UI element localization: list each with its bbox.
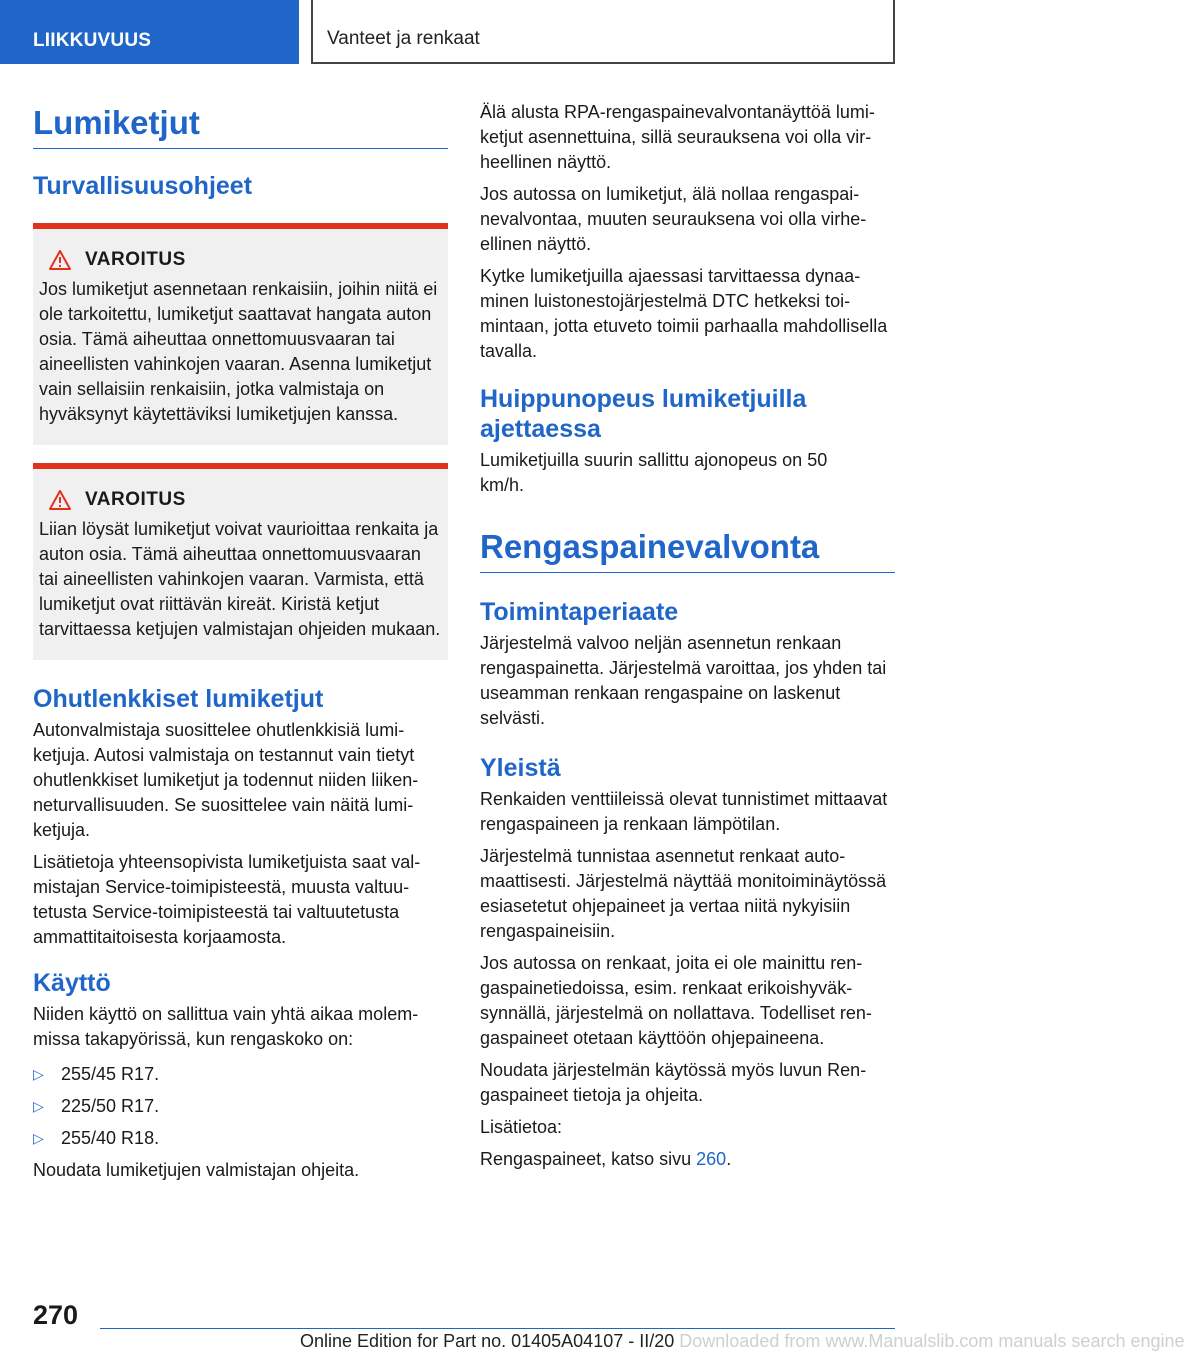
general-paragraph-2: Järjestelmä tunnistaa asennetut renkaat automaattisesti. Järjestelmä näyttää monitoiminäytössä esiasetetut ohjepaineet ja vertaa niitä nykyisiin rengaspaineisiin.: [480, 846, 887, 941]
list-item: ▷ 255/40 R18.: [33, 1126, 448, 1151]
page-reference-link[interactable]: 260: [696, 1149, 727, 1169]
max-speed-heading: Huippunopeus lumiketjuilla ajettaessa: [480, 385, 807, 443]
watermark-text: Downloaded from www.Manualslib.com manuals search engine: [679, 1331, 1185, 1351]
general-paragraph-1: Renkaiden venttiileissä olevat tunnistimet mittaavat rengaspaineen ja renkaan lämpötilan.: [480, 789, 888, 834]
warning-box-2: [33, 463, 448, 660]
list-item: ▷ 255/45 R17.: [33, 1062, 448, 1087]
general-paragraph-4: Noudata järjestelmän käytössä myös luvun Rengaspaineet tietoja ja ohjeita.: [480, 1060, 867, 1105]
use-heading: Käyttö: [33, 969, 111, 997]
warning-label: VAROITUS: [85, 489, 186, 510]
dtc-paragraph: Kytke lumiketjuilla ajaessasi tarvittaessa dynaaminen luistonestojärjestelmä DTC hetkeksi toimintaan, jotta etuveto toimii parhaalla mahdollisella tavalla.: [480, 266, 888, 361]
page-title-tire-pressure: Rengaspainevalvonta: [480, 528, 895, 573]
warning-label: VAROITUS: [85, 249, 186, 270]
triangle-bullet-icon: ▷: [33, 1130, 44, 1146]
max-speed-paragraph: Lumiketjuilla suurin sallittu ajonopeus on 50 km/h.: [480, 450, 828, 495]
left-column: [33, 100, 448, 1190]
reference-line: Rengaspaineet, katso sivu 260.: [480, 1149, 732, 1169]
footer: [300, 1331, 1185, 1352]
reset-paragraph: Jos autossa on lumiketjut, älä nollaa rengaspainevalvontaa, muuten seurauksena voi olla virheellinen näyttö.: [480, 184, 867, 254]
use-note: Noudata lumiketjujen valmistajan ohjeita.: [33, 1160, 360, 1180]
triangle-bullet-icon: ▷: [33, 1066, 44, 1082]
page-number: 270: [33, 1300, 79, 1330]
warning-text: Jos lumiketjut asennetaan renkaisiin, joihin niitä ei ole tarkoitettu, lumiketjut saattavat hangata auton osia. Tämä aiheuttaa onnettomuusvaaran tai aineellisten vahinkojen vaaran. Asenna lumiketjut vain sellaisiin renkaisiin, jotka valmistaja on hyväksynyt käytettäviksi lumiketjujen kanssa.: [39, 279, 438, 424]
rpa-paragraph: Älä alusta RPA-rengaspainevalvontanäyttöä lumiketjut asennettuina, sillä seurauksena voi olla virheellinen näyttö.: [480, 102, 875, 172]
warning-box-1: [33, 223, 448, 445]
right-column: [480, 100, 895, 1179]
principle-heading: Toimintaperiaate: [480, 598, 679, 626]
safety-heading: Turvallisuusohjeet: [33, 172, 253, 200]
general-paragraph-3: Jos autossa on renkaat, joita ei ole mainittu rengaspainetiedoissa, esim. renkaat erikoishyväksynnällä, järjestelmä on nollattava. Todelliset rengaspaineet otetaan käyttöön ohjepaineena.: [480, 953, 872, 1048]
thin-chains-paragraph-1: Autonvalmistaja suosittelee ohutlenkkisiä lumiketjuja. Autosi valmistaja on testannut vain tietyt ohutlenkkiset lumiketjut ja todennut niiden liikenneturvallisuuden. Se suosittelee vain näitä lumiketjuja.: [33, 720, 419, 840]
page-title-snow-chains: Lumiketjut: [33, 100, 448, 149]
triangle-bullet-icon: ▷: [33, 1098, 44, 1114]
warning-text: Liian löysät lumiketjut voivat vaurioittaa renkaita ja auton osia. Tämä aiheuttaa onnettomuusvaaran tai aineellisten vahinkojen vaaran. Varmista, että lumiketjut ovat riittävän kireät. Kiristä ketjut tarvittaessa ketjujen valmistajan ohjeiden mukaan.: [39, 519, 441, 639]
thin-chains-paragraph-2: Lisätietoja yhteensopivista lumiketjuista saat valmistajan Service-toimipisteestä, muusta valtuutetusta Service-toimipisteestä tai valtuutetusta ammattitaitoisesta korjaamosta.: [33, 852, 421, 947]
edition-text: Online Edition for Part no. 01405A04107 - II/20: [300, 1331, 675, 1351]
more-info-label: Lisätietoa:: [480, 1117, 563, 1137]
warning-triangle-icon: [49, 250, 71, 270]
warning-triangle-icon: [49, 490, 71, 510]
principle-paragraph: Järjestelmä valvoo neljän asennetun renkaan rengaspainetta. Järjestelmä varoittaa, jos yhden tai useamman renkaan rengaspaine on laskenut selvästi.: [480, 633, 887, 728]
thin-chains-heading: Ohutlenkkiset lumiketjut: [33, 685, 324, 713]
tire-size-list: [33, 1062, 448, 1151]
chapter-tab: Vanteet ja renkaat: [311, 0, 895, 64]
footer-divider: [100, 1328, 895, 1329]
list-item: ▷ 225/50 R17.: [33, 1094, 448, 1119]
general-heading: Yleistä: [480, 754, 561, 782]
use-paragraph: Niiden käyttö on sallittua vain yhtä aikaa molemmissa takapyörissä, kun rengaskoko on:: [33, 1004, 419, 1049]
section-tab: LIIKKUVUUS: [0, 0, 299, 64]
